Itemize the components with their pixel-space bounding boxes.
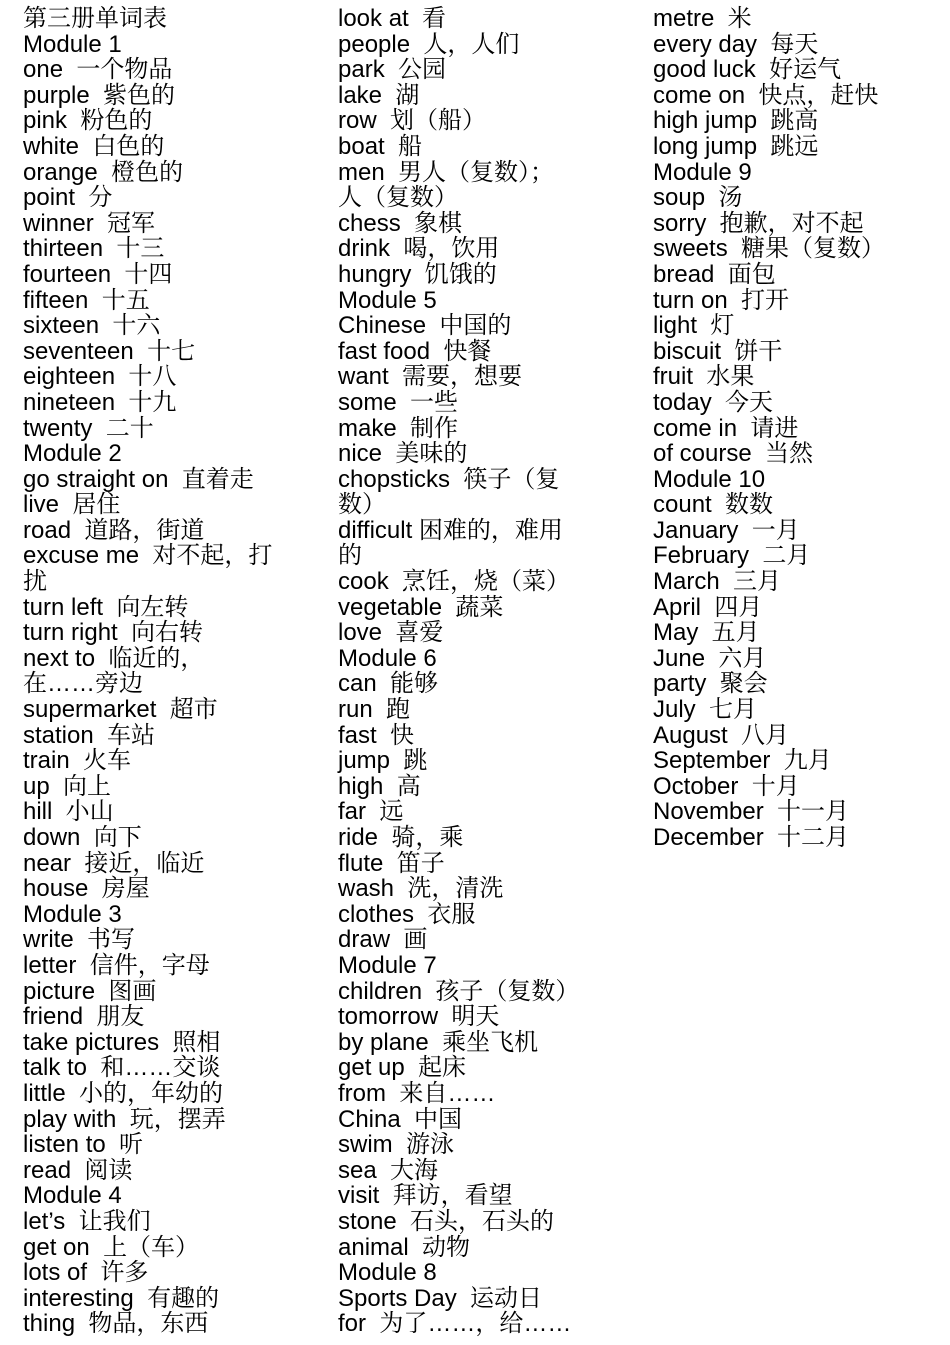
vocab-line: ride 骑，乘 [338,824,464,851]
vocab-line: light 灯 [653,312,735,340]
vocab-line: 人（复数） [338,184,458,212]
vocab-line: biscuit 饼干 [653,337,783,365]
vocab-line: sixteen 十六 [23,312,161,340]
vocab-line: house 房屋 [23,875,150,903]
vocab-line: thirteen 十三 [23,235,165,263]
vocab-line: Module 5 [338,286,437,314]
vocab-line: long jump 跳远 [653,132,819,160]
vocab-line: vegetable 蔬菜 [338,593,504,621]
vocab-line: chopsticks 筷子（复 [338,465,560,493]
vocab-line: bread 面包 [653,260,776,288]
vocab-line: swim 游泳 [338,1131,454,1159]
vocab-line: clothes 衣服 [338,900,476,928]
vocab-line: by plane 乘坐飞机 [338,1028,539,1056]
vocab-line: party 聚会 [653,670,768,698]
vocab-line: Chinese 中国的 [338,312,512,340]
vocab-line: fruit 水果 [653,363,755,391]
vocab-line: Module 4 [23,1182,122,1210]
vocab-line: point 分 [23,184,113,212]
vocab-line: lots of 许多 [23,1259,149,1287]
vocab-line: road 道路，街道 [23,516,205,544]
vocab-line: friend 朋友 [23,1003,145,1031]
vocab-line: Module 7 [338,951,437,979]
vocab-line: July 七月 [653,696,758,724]
vocab-line: November 十一月 [653,798,850,826]
vocab-line: children 孩子（复数） [338,977,580,1005]
vocab-line: high 高 [338,772,421,800]
vocab-line: seventeen 十七 [23,337,196,365]
vocab-line: visit 拜访，看望 [338,1182,513,1210]
vocab-line: Module 3 [23,900,122,928]
vocab-line: 扰 [23,568,47,596]
vocab-line: fourteen 十四 [23,260,173,288]
vocab-line: interesting 有趣的 [23,1284,220,1312]
vocab-line: nice 美味的 [338,440,468,468]
vocab-line: talk to 和……交谈 [23,1054,221,1082]
vocab-line: September 九月 [653,747,832,775]
vocab-line: winner 冠军 [23,209,156,237]
vocab-line: up 向上 [23,772,112,800]
vocab-line: go straight on 直着走 [23,465,254,493]
vocab-line: difficult 困难的，难用 [338,516,563,544]
vocab-line: pink 粉色的 [23,107,153,135]
vocab-line: February 二月 [653,542,811,570]
vocab-line: train 火车 [23,747,132,775]
vocab-line: tomorrow 明天 [338,1003,500,1031]
vocab-line: twenty 二十 [23,414,154,442]
vocab-line: lake 湖 [338,81,420,109]
vocab-line: white 白色的 [23,132,165,160]
vocab-line: people 人，人们 [338,30,520,58]
vocab-line: of course 当然 [653,440,814,468]
vocab-line: soup 汤 [653,184,743,212]
vocab-line: get on 上（车） [23,1233,200,1261]
vocab-line: hill 小山 [23,798,114,826]
vocab-line: get up 起床 [338,1054,467,1082]
vocab-line: April 四月 [653,593,763,621]
vocab-line: play with 玩，摆弄 [23,1105,226,1133]
vocab-line: Module 9 [653,158,752,186]
vocab-line: next to 临近的， [23,644,205,672]
vocab-line: listen to 听 [23,1131,144,1159]
vocab-line: write 书写 [23,926,136,954]
vocab-line: come on 快点，赶快 [653,81,879,109]
vocab-line: row 划（船） [338,107,487,135]
vocab-line: Module 2 [23,440,122,468]
vocab-line: some 一些 [338,388,459,416]
vocab-line: 的 [338,542,362,570]
vocab-line: high jump 跳高 [653,107,819,135]
vocab-line: can 能够 [338,670,439,698]
vocab-line: down 向下 [23,824,142,851]
vocab-line: sorry 抱歉，对不起 [653,209,864,237]
vocab-line: Module 6 [338,644,437,672]
vocab-line: look at 看 [338,5,447,32]
vocab-line: sea 大海 [338,1156,439,1184]
vocab-line: from 来自…… [338,1079,496,1107]
vocab-line: orange 橙色的 [23,158,184,186]
vocab-line: live 居住 [23,491,121,519]
vocab-line: run 跑 [338,696,411,724]
vocab-line: far 远 [338,798,404,826]
vocab-line: turn right 向右转 [23,619,204,647]
vocab-line: today 今天 [653,388,774,416]
vocab-line: animal 动物 [338,1233,471,1261]
vocab-line: December 十二月 [653,824,850,851]
vocab-line: count 数数 [653,491,774,519]
vocab-line: January 一月 [653,516,800,544]
vocab-line: Module 10 [653,465,766,493]
vocab-line: men 男人（复数）； [338,158,555,186]
vocab-line: Module 8 [338,1259,437,1287]
vocab-line: want 需要，想要 [338,363,523,391]
vocab-line: thing 物品，东西 [23,1310,209,1338]
vocab-line: for 为了……，给…… [338,1310,572,1338]
vocab-line: make 制作 [338,414,459,442]
vocab-line: let’s 让我们 [23,1207,151,1235]
vocab-line: chess 象棋 [338,209,463,237]
vocab-line: turn on 打开 [653,286,790,314]
vocab-line: take pictures 照相 [23,1028,221,1056]
vocab-line: March 三月 [653,568,782,596]
vocab-line: August 八月 [653,721,790,749]
vocab-line: letter 信件，字母 [23,951,210,979]
vocab-line: one 一个物品 [23,56,173,84]
vocab-line: flute 笛子 [338,849,445,877]
vocab-line: 在……旁边 [23,670,143,698]
vocab-line: love 喜爱 [338,619,444,647]
vocab-line: near 接近，临近 [23,849,205,877]
vocab-line: fast 快 [338,721,415,749]
vocab-line: park 公园 [338,56,447,84]
vocab-line: boat 船 [338,132,423,160]
vocab-line: drink 喝，饮用 [338,235,500,263]
vocab-line: read 阅读 [23,1156,133,1184]
vocabulary-column-1 [23,6,323,1337]
vocab-line: little 小的，年幼的 [23,1079,224,1107]
vocab-line: 第三册单词表 [23,5,167,32]
vocabulary-column-3 [653,6,943,851]
vocab-line: Sports Day 运动日 [338,1284,543,1312]
vocab-line: good luck 好运气 [653,56,842,84]
vocab-line: supermarket 超市 [23,696,218,724]
vocab-line: come in 请进 [653,414,799,442]
vocab-line: draw 画 [338,926,428,954]
vocab-line: excuse me 对不起，打 [23,542,273,570]
vocab-line: jump 跳 [338,747,428,775]
vocab-line: Module 1 [23,30,122,58]
vocab-line: wash 洗，清洗 [338,875,504,903]
vocab-line: turn left 向左转 [23,593,189,621]
vocab-line: every day 每天 [653,30,819,58]
vocab-line: fast food 快餐 [338,337,492,365]
vocab-line: hungry 饥饿的 [338,260,497,288]
vocab-line: fifteen 十五 [23,286,150,314]
vocab-line: October 十月 [653,772,800,800]
vocab-line: eighteen 十八 [23,363,177,391]
vocab-line: May 五月 [653,619,760,647]
vocab-line: purple 紫色的 [23,81,176,109]
vocab-line: picture 图画 [23,977,157,1005]
vocab-line: sweets 糖果（复数） [653,235,886,263]
vocab-line: metre 米 [653,5,752,32]
vocab-line: station 车站 [23,721,156,749]
vocab-line: cook 烹饪，烧（菜） [338,568,571,596]
vocab-line: June 六月 [653,644,767,672]
vocab-line: nineteen 十九 [23,388,177,416]
vocab-line: 数） [338,491,386,519]
vocabulary-column-2 [338,6,628,1337]
vocab-line: China 中国 [338,1105,463,1133]
vocab-line: stone 石头，石头的 [338,1207,555,1235]
